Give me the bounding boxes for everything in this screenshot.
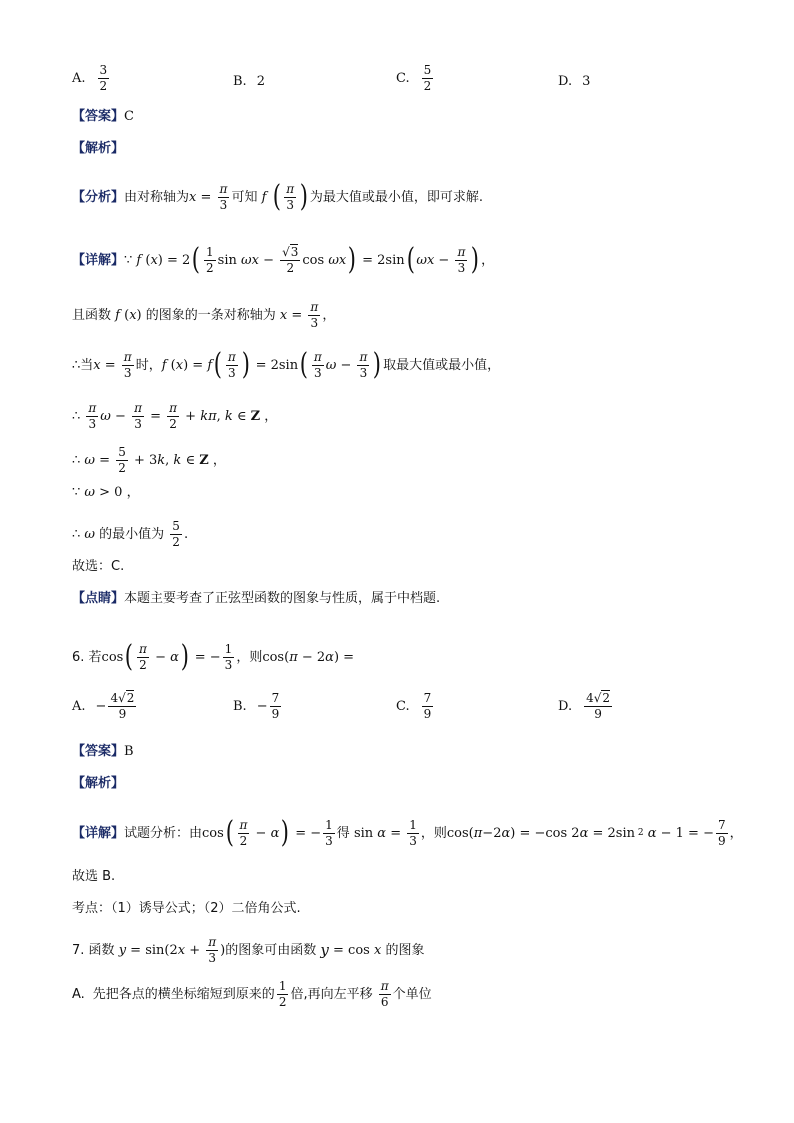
q5-detail-line6: ∵ ω > 0 ， xyxy=(72,485,140,500)
q6-kaodian: 考点：（1）诱导公式；（2）二倍角公式. xyxy=(72,901,301,916)
q5-option-b xyxy=(233,74,265,89)
fraction: $\frac{5}{2}$ xyxy=(423,63,432,93)
answer-value: C xyxy=(124,109,134,124)
answer-value: B xyxy=(124,744,134,759)
q5-choose: 故选：C. xyxy=(72,559,125,574)
option-label: A. xyxy=(72,986,85,1002)
q6-detail: 【详解】 试题分析：由 cos ( $\frac{\pi}{2}$ − α ) = − $\frac{1}{3}$ 得 sin α = $\frac{1}{3}$ ，则 cos( π −2 α ) = −cos 2 α = 2sin 2 α − 1 = − $\frac{7}{9}$ ， xyxy=(72,815,743,850)
q7-option-a: A. 先把各点的横坐标缩短到原来的 $\frac{1}{2}$ 倍,再向左平移 $\frac{\pi}{6}$ 个单位 xyxy=(72,979,432,1009)
q5-option-d xyxy=(558,74,590,89)
option-value: 3 xyxy=(582,74,591,89)
option-label: C. xyxy=(396,698,410,714)
q5-fenxi: 【分析】 由对称轴为 x = $\frac{\pi}{3}$ 可知 f ( $\frac{\pi}{3}$ ) 为最大值或最小值，即可求解. xyxy=(72,179,484,214)
q6-jiexi xyxy=(72,777,124,790)
q5-detail-line2: 且函数 f ( x ) 的图象的一条对称轴为 x = $\frac{\pi}{3}$ ， xyxy=(72,300,336,330)
option-label: D. xyxy=(558,698,573,714)
option-label: B. xyxy=(233,74,247,89)
detail-tag: 【详解】 xyxy=(72,825,125,841)
answer-tag: 【答案】 xyxy=(72,109,125,124)
jiexi-tag: 【解析】 xyxy=(72,141,125,156)
option-label: A. xyxy=(72,70,86,86)
option-label: D. xyxy=(558,74,573,89)
option-value: 2 xyxy=(256,74,265,89)
q5-jiexi xyxy=(72,142,124,155)
detail-tag: 【详解】 xyxy=(72,252,125,268)
q5-option-a xyxy=(72,64,111,92)
option-label: B. xyxy=(233,698,247,714)
fraction: $\frac{3}{2}$ xyxy=(99,63,108,93)
fenxi-tag: 【分析】 xyxy=(72,189,125,205)
q6-stem: 6. 若 cos ( $\frac{\pi}{2}$ − α ) = − $\frac{1}{3}$ ，则 cos( π − 2 α ) = xyxy=(72,639,355,674)
q6-option-b: B. − $\frac{7}{9}$ xyxy=(233,691,280,721)
q5-detail-line7: ∴ ω 的最小值为 $\frac{5}{2}$ . xyxy=(72,519,189,549)
q6-option-a: A. − $\frac{4√2}{9}$ xyxy=(72,691,135,721)
option-label: C. xyxy=(396,70,410,86)
q6-option-c: C. $\frac{7}{9}$ xyxy=(396,691,432,721)
q5-detail-line5: ∴ ω = $\frac{5}{2}$ + 3 k , k ∈ Z ， xyxy=(72,445,226,475)
comment-tag: 【点睛】 xyxy=(72,591,125,606)
q5-option-c xyxy=(396,64,435,92)
q5-comment: 【点睛】 本题主要考查了正弦型函数的图象与性质，属于中档题. xyxy=(72,591,441,606)
q5-answer xyxy=(72,110,134,123)
q5-detail-line4: ∴ $\frac{\pi}{3}$ ω − $\frac{\pi}{3}$ = $\frac{\pi}{2}$ + kπ , k ∈ Z ， xyxy=(72,401,278,431)
answer-tag: 【答案】 xyxy=(72,744,125,759)
jiexi-tag: 【解析】 xyxy=(72,776,125,791)
q6-option-d: D. $\frac{4√2}{9}$ xyxy=(558,691,611,721)
q5-detail-line3: ∴当 x = $\frac{\pi}{3}$ 时， f ( x ) = f ( $\frac{\pi}{3}$ ) = 2sin ( $\frac{\pi}{3}$ ω − $\frac{\pi}{3}$ ) 取最大值或最小值， xyxy=(72,347,501,382)
q7-stem: 7. 函数 y = sin(2 x + $\frac{\pi}{3}$ ) 的图象可由函数 y = cos x 的图象 xyxy=(72,935,425,965)
q6-answer xyxy=(72,745,134,758)
q5-detail-line1: 【详解】 ∵ f ( x ) = 2 ( $\frac{1}{2}$ sin ωx − $\frac{√3}{2}$ cos ωx ) = 2sin ( ωx − $\frac{\pi}{3}$ ) ， xyxy=(72,242,495,277)
q6-choose: 故选 B. xyxy=(72,869,116,884)
option-label: A. xyxy=(72,698,86,714)
